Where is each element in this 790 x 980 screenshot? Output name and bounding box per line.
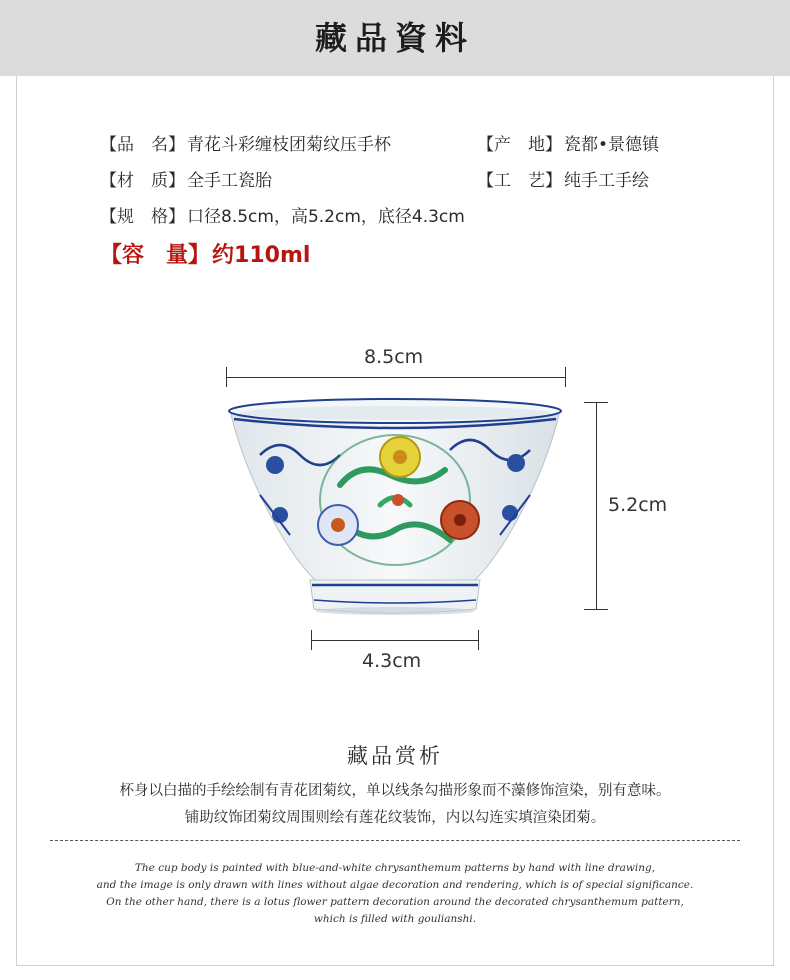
spec-craft-value: 纯手工手绘 — [564, 171, 649, 191]
spec-craft — [477, 166, 649, 191]
spec-material-value: 全手工瓷胎 — [187, 171, 272, 191]
spec-capacity-value: 约110ml — [212, 243, 311, 268]
appreciation-line-1: 杯身以白描的手绘绘制有青花团菊纹，单以线条勾描形象而不藻修饰渲染，别有意味。 — [119, 783, 671, 799]
spec-origin — [477, 130, 659, 155]
english-line-2: and the image is only drawn with lines without algae decoration and rendering, which is of special significance. — [96, 879, 694, 891]
dimension-height-tick-top — [584, 402, 608, 403]
teacup-image — [220, 395, 570, 620]
spec-craft-key: 【工 艺】 — [477, 171, 562, 191]
dimension-top-tick-right — [565, 367, 566, 387]
spec-material — [100, 166, 272, 191]
spec-size-key: 【规 格】 — [100, 207, 185, 227]
dimension-base-width-label: 4.3cm — [362, 650, 422, 672]
page-title: 藏品資料 — [314, 19, 475, 57]
english-line-1: The cup body is painted with blue-and-white chrysanthemum patterns by hand with line drawing, — [134, 862, 656, 874]
dimension-top-tick-left — [226, 367, 227, 387]
spec-name — [100, 130, 391, 155]
divider — [50, 840, 740, 841]
spec-capacity-key: 【容 量】 — [100, 243, 211, 268]
spec-name-value: 青花斗彩缠枝团菊纹压手杯 — [187, 135, 391, 155]
spec-size — [100, 202, 465, 227]
english-line-3: On the other hand, there is a lotus flower pattern decoration around the decorated chrysanthemum pattern, — [106, 896, 684, 908]
spec-origin-key: 【产 地】 — [477, 135, 562, 155]
dimension-top-width-label: 8.5cm — [364, 346, 424, 368]
dimension-height-tick-bottom — [584, 609, 608, 610]
english-line-4: which is filled with goulianshi. — [313, 913, 477, 925]
spec-origin-value: 瓷都•景德镇 — [564, 135, 660, 155]
appreciation-line-2: 铺助纹饰团菊纹周围则绘有莲花纹装饰，内以勾连实填渲染团菊。 — [184, 810, 606, 826]
dimension-top-line — [226, 377, 566, 378]
spec-capacity — [100, 238, 310, 269]
dimension-base-line — [311, 640, 479, 641]
dimension-base-tick-left — [311, 630, 312, 650]
dimension-height-line — [596, 402, 597, 610]
spec-material-key: 【材 质】 — [100, 171, 185, 191]
dimension-height-label: 5.2cm — [608, 494, 668, 516]
dimension-base-tick-right — [478, 630, 479, 650]
spec-size-value: 口径8.5cm，高5.2cm，底径4.3cm — [187, 207, 465, 227]
spec-name-key: 【品 名】 — [100, 135, 185, 155]
header-bar — [0, 0, 790, 76]
appreciation-title: 藏品赏析 — [347, 744, 443, 768]
